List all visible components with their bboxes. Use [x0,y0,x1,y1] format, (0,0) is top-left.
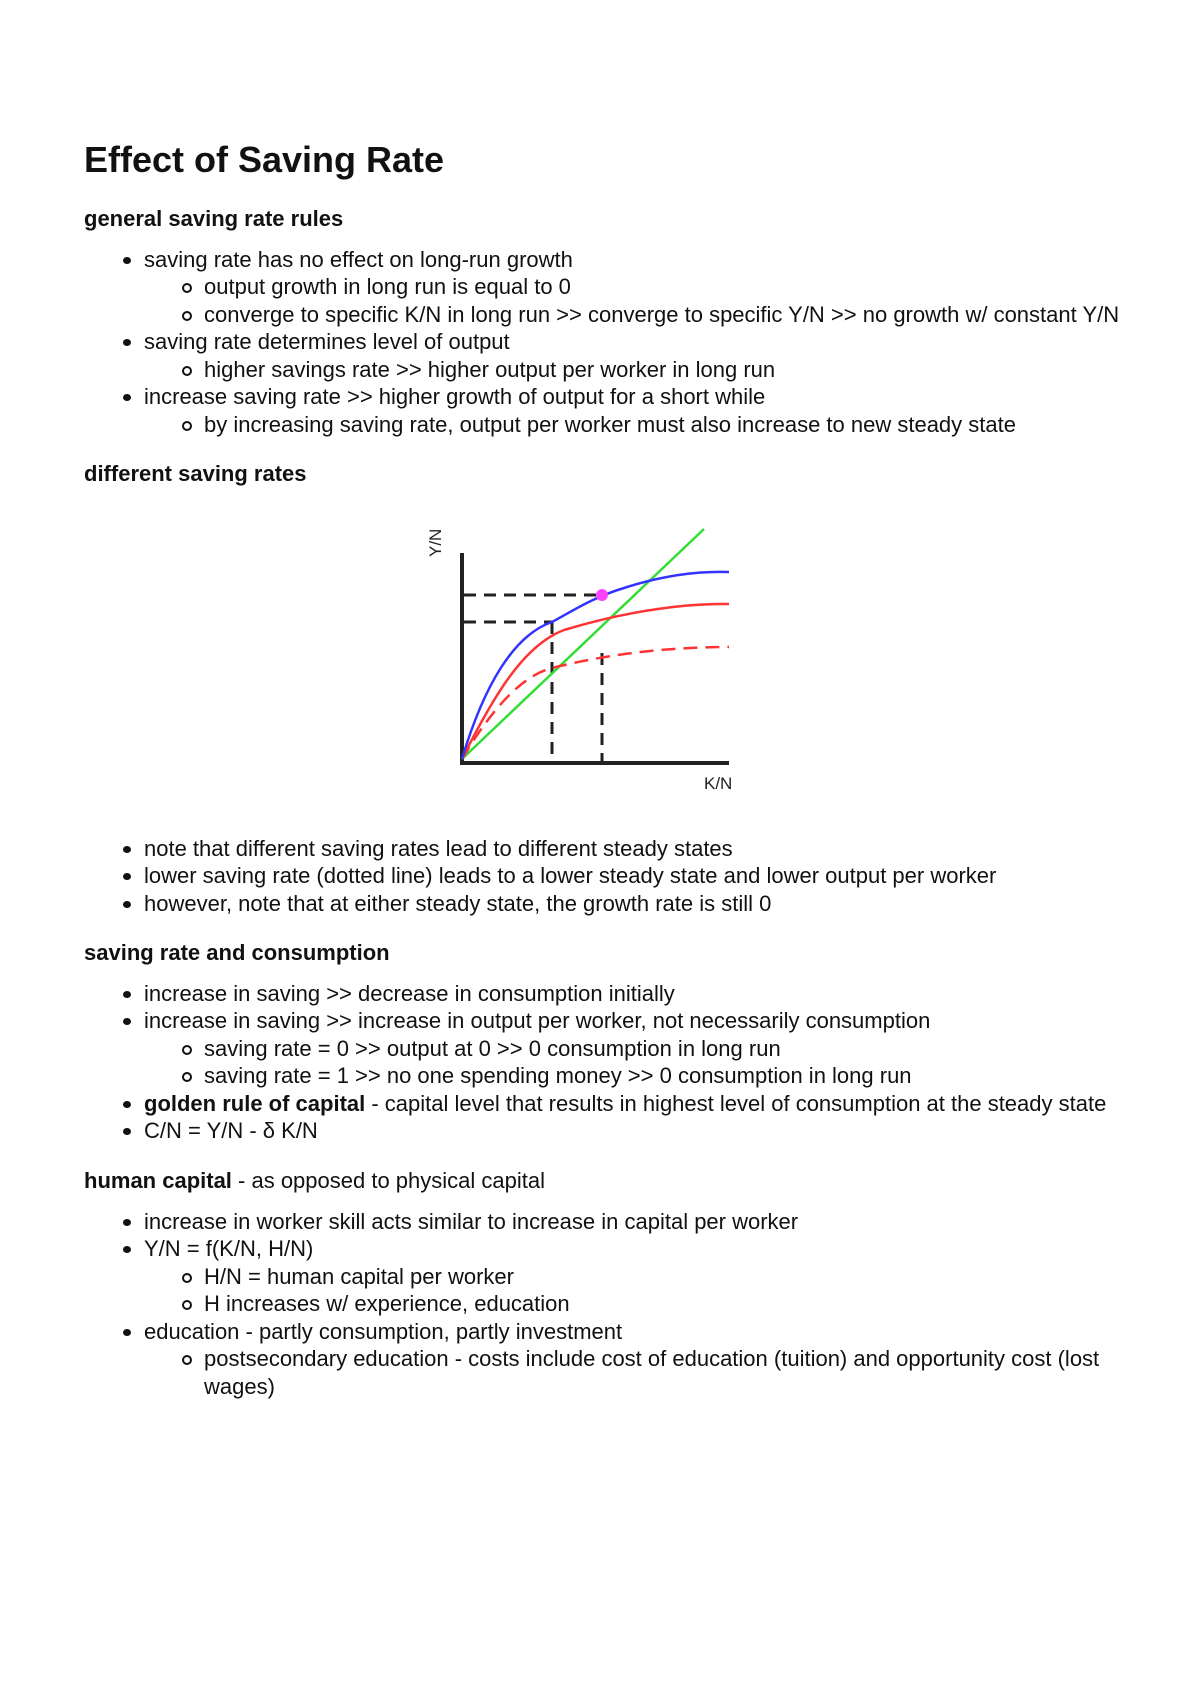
list-item: education - partly consumption, partly investment postsecondary education - costs include cost of education (tuition) and opportunity cost (lost wages) [84,1318,1144,1401]
section-different [84,460,1144,917]
output-curve-medium [462,604,729,759]
sub-list [144,1035,1144,1090]
list-item: increase saving rate >> higher growth of output for a short while by increasing saving rate, output per worker must also increase to new steady state [84,383,1144,438]
sub-list [144,411,1144,439]
y-axis-label: Y/N [426,528,445,557]
depreciation-line [462,529,704,759]
sub-list-item: H/N = human capital per worker [144,1263,1144,1291]
list-item: increase in saving >> decrease in consumption initially [84,980,1144,1008]
list-item: Y/N = f(K/N, H/N) H/N = human capital per worker H increases w/ experience, education [84,1235,1144,1318]
sub-list [144,356,1144,384]
section-general [84,205,1144,438]
list-item: increase in saving >> increase in output per worker, not necessarily consumption saving rate = 0 >> output at 0 >> 0 consumption in long run saving rate = 1 >> no one spending money >> 0 consumption in long run [84,1007,1144,1090]
chart-svg [414,505,864,835]
human-list [84,1208,1144,1401]
page-title: Effect of Saving Rate [84,139,445,180]
section-human [84,1167,1144,1400]
list-item: C/N = Y/N - δ K/N [84,1117,1144,1145]
list-item: however, note that at either steady state, the growth rate is still 0 [84,890,1144,918]
sub-list-item: postsecondary education - costs include cost of education (tuition) and opportunity cost (lost wages) [144,1345,1144,1400]
steady-state-point [596,589,608,601]
list-item: note that different saving rates lead to different steady states [84,835,1144,863]
sub-list-item: H increases w/ experience, education [144,1290,1144,1318]
x-axis-label: K/N [704,773,733,793]
list-item: saving rate determines level of output higher savings rate >> higher output per worker in long run [84,328,1144,383]
sub-list-item: by increasing saving rate, output per worker must also increase to new steady state [144,411,1144,439]
sub-list [144,273,1144,328]
section-heading-human: human capital - as opposed to physical capital [84,1167,545,1193]
saving-rate-chart [84,505,1144,835]
sub-list-item: saving rate = 0 >> output at 0 >> 0 consumption in long run [144,1035,1144,1063]
sub-list [144,1263,1144,1318]
golden-rule-definition: - capital level that results in highest level of consumption at the steady state [365,1090,1107,1116]
list-item: increase in worker skill acts similar to increase in capital per worker [84,1208,1144,1236]
document-content [84,138,1144,1422]
section-heading-different: different saving rates [84,461,307,487]
sub-list-item: converge to specific K/N in long run >> converge to specific Y/N >> no growth w/ constant Y/N [144,301,1144,329]
different-list [84,835,1144,918]
sub-list [144,1345,1144,1400]
list-item [84,1090,1144,1118]
section-consumption [84,939,1144,1145]
golden-rule-term: golden rule of capital [144,1090,366,1116]
output-curve-high [462,572,729,759]
list-item: lower saving rate (dotted line) leads to a lower steady state and lower output per worker [84,862,1144,890]
general-list [84,246,1144,439]
consumption-list [84,980,1144,1145]
sub-list-item: saving rate = 1 >> no one spending money >> 0 consumption in long run [144,1062,1144,1090]
section-heading-consumption: saving rate and consumption [84,940,390,966]
sub-list-item: higher savings rate >> higher output per worker in long run [144,356,1144,384]
sub-list-item: output growth in long run is equal to 0 [144,273,1144,301]
section-heading-general: general saving rate rules [84,206,344,232]
list-item: saving rate has no effect on long-run growth output growth in long run is equal to 0 converge to specific K/N in long run >> converge to specific Y/N >> no growth w/ constant Y/N [84,246,1144,329]
